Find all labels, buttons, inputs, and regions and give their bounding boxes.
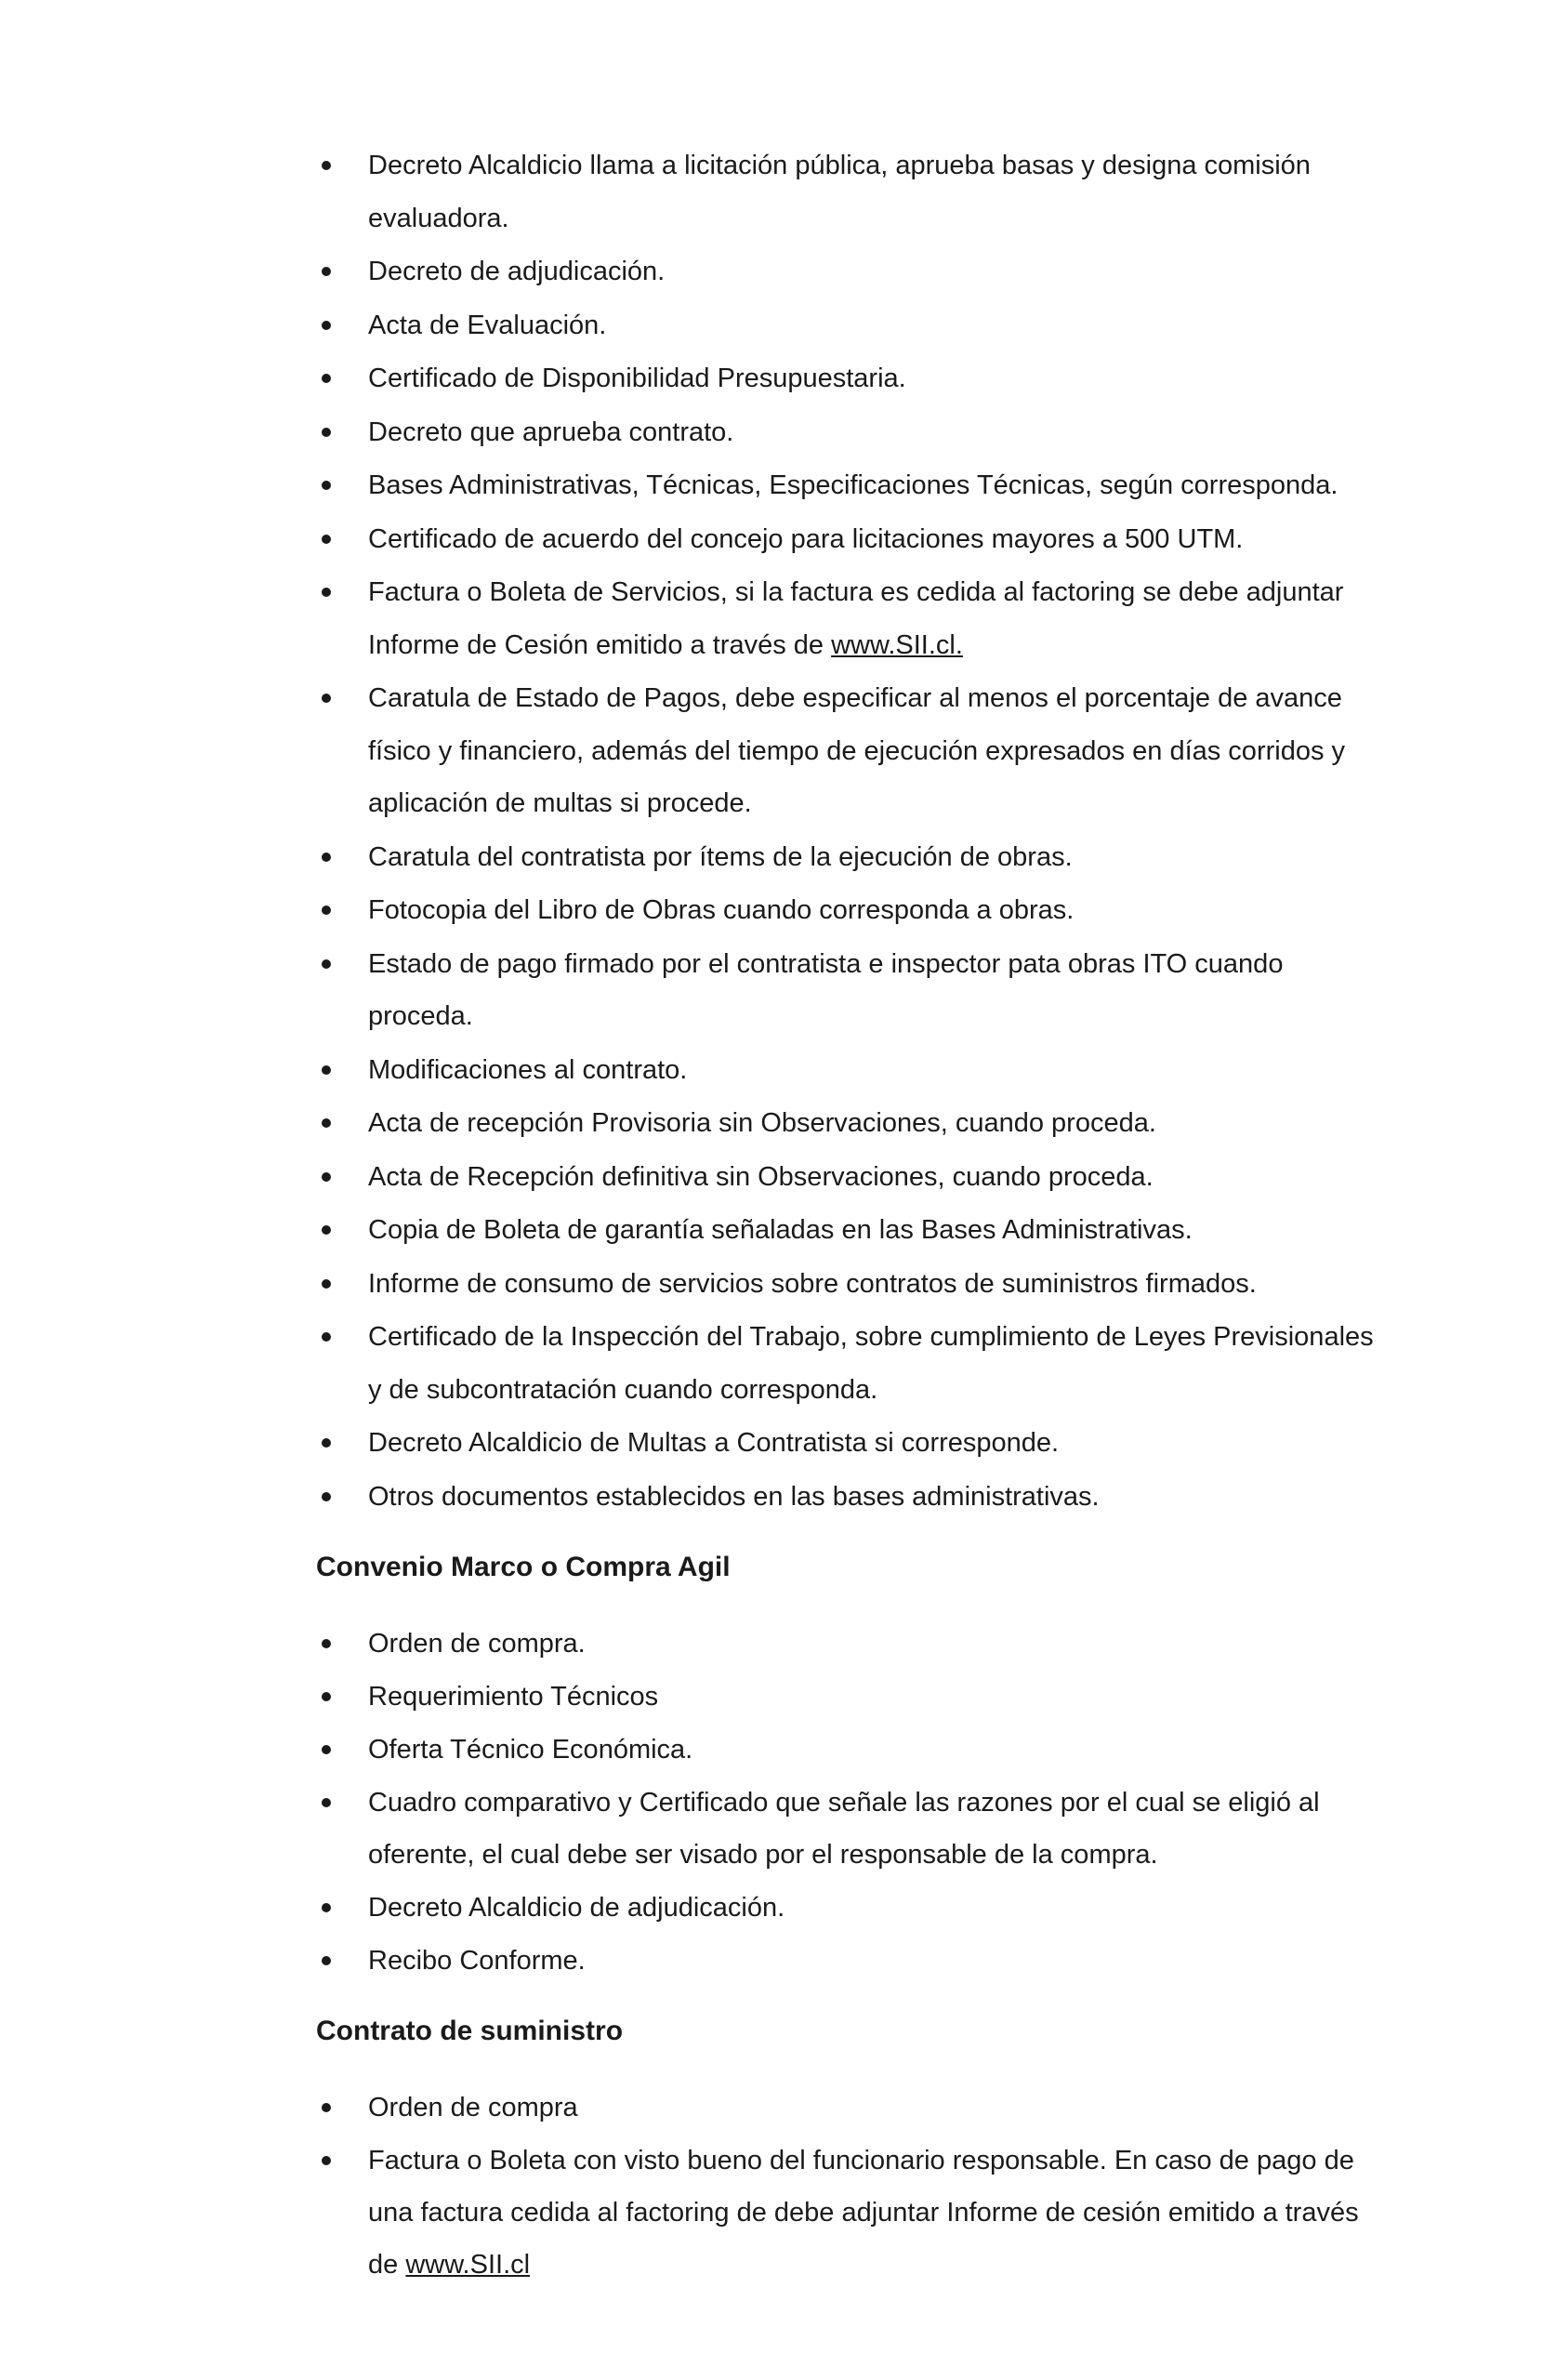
sii-link[interactable]: www.SII.cl: [405, 2250, 531, 2280]
bullet-icon: [322, 161, 331, 170]
list-item-text: Factura o Boleta con visto bueno del funcionario responsable. En caso de pago de una factura cedida al factoring de debe adjuntar Informe de cesión emitido a través de: [368, 2146, 1359, 2280]
list-item: [316, 2082, 1385, 2134]
sii-link[interactable]: www.SII.cl.: [831, 629, 963, 660]
list-item-text: Copia de Boleta de garantía señaladas en las Bases Administrativas.: [368, 1215, 1193, 1245]
list-item-text: Fotocopia del Libro de Obras cuando corresponda a obras.: [368, 895, 1075, 925]
list-item: [316, 1258, 1385, 1311]
section-title-convenio-marco: Convenio Marco o Compra Agil: [316, 1552, 731, 1582]
bullet-icon: [322, 1492, 331, 1501]
list-item-text: Orden de compra.: [368, 1629, 586, 1659]
bullet-icon: [322, 1745, 331, 1754]
list-item-text: Acta de Recepción definitiva sin Observaciones, cuando proceda.: [368, 1161, 1154, 1192]
list-item: [316, 672, 1385, 830]
list-item: [316, 1151, 1385, 1204]
bullet-icon: [322, 535, 331, 544]
document-content: [316, 139, 1385, 2292]
list-item-text: Factura o Boleta de Servicios, si la factura es cedida al factoring se debe adjuntar Informe de Cesión emitido a través de: [368, 577, 1344, 660]
list-item-text: Informe de consumo de servicios sobre contratos de suministros firmados.: [368, 1268, 1257, 1299]
list-item: [316, 513, 1385, 566]
list-item-text: Caratula del contratista por ítems de la ejecución de obras.: [368, 841, 1073, 872]
list-item: [316, 1417, 1385, 1470]
bullet-icon: [322, 481, 331, 490]
list-item: [316, 831, 1385, 884]
list-item-text: Estado de pago firmado por el contratista e inspector pata obras ITO cuando proceda.: [368, 948, 1284, 1031]
list-item: [316, 1044, 1385, 1097]
list-item-text: Decreto que aprueba contrato.: [368, 416, 734, 447]
bullet-icon: [322, 374, 331, 383]
bullet-icon: [322, 267, 331, 276]
list-item: [316, 1618, 1385, 1670]
bullet-icon: [322, 1065, 331, 1075]
list-item-text: Caratula de Estado de Pagos, debe especificar al menos el porcentaje de avance físico y financiero, además del tiempo de ejecución expresados en días corridos y aplicación de multas si procede.: [368, 683, 1346, 818]
list-item-text: Recibo Conforme.: [368, 1946, 586, 1976]
list-item-text: Otros documentos establecidos en las bases administrativas.: [368, 1481, 1100, 1512]
list-item: [316, 1097, 1385, 1150]
list-item-text: Certificado de acuerdo del concejo para licitaciones mayores a 500 UTM.: [368, 523, 1244, 554]
list-item-text: Requerimiento Técnicos: [368, 1682, 659, 1712]
bullet-icon: [322, 2156, 331, 2165]
list-item: [316, 1882, 1385, 1934]
list-item: [316, 406, 1385, 459]
list-item-text: Acta de Evaluación.: [368, 310, 607, 340]
bullet-icon: [322, 588, 331, 597]
bullet-icon: [322, 1172, 331, 1182]
list-item: [316, 1777, 1385, 1881]
list-item-text: Bases Administrativas, Técnicas, Especificaciones Técnicas, según corresponda.: [368, 470, 1338, 500]
list-item: [316, 1204, 1385, 1257]
list-item: [316, 245, 1385, 298]
list-item-text: Certificado de la Inspección del Trabajo, sobre cumplimiento de Leyes Previsionales y de subcontratación cuando corresponda.: [368, 1322, 1374, 1405]
list-item-text: Acta de recepción Provisoria sin Observaciones, cuando proceda.: [368, 1108, 1156, 1138]
list-item: [316, 566, 1385, 671]
bullet-icon: [322, 694, 331, 703]
bullet-icon: [322, 853, 331, 862]
bullet-icon: [322, 1903, 331, 1912]
list-item-text: Orden de compra: [368, 2093, 578, 2122]
list-item: [316, 352, 1385, 405]
bullet-icon: [322, 906, 331, 915]
bullet-icon: [322, 321, 331, 330]
list-item: [316, 1471, 1385, 1524]
list-item: [316, 459, 1385, 512]
bullet-icon: [322, 1118, 331, 1128]
bullet-icon: [322, 1692, 331, 1701]
list-item: [316, 1935, 1385, 1987]
convenio-marco-list: [316, 1618, 1385, 1987]
list-item: [316, 1724, 1385, 1776]
list-item: [316, 1671, 1385, 1723]
list-item: [316, 2135, 1385, 2291]
bullet-icon: [322, 1438, 331, 1448]
list-item-text: Decreto Alcaldicio de adjudicación.: [368, 1893, 785, 1923]
bullet-icon: [322, 959, 331, 969]
list-item-text: Cuadro comparativo y Certificado que señale las razones por el cual se eligió al oferente, el cual debe ser visado por el responsable de la compra.: [368, 1788, 1320, 1870]
bullet-icon: [322, 428, 331, 437]
required-documents-list: [316, 139, 1385, 1523]
list-item: [316, 1311, 1385, 1416]
list-item-text: Decreto de adjudicación.: [368, 257, 666, 286]
list-item: [316, 139, 1385, 245]
section-title-contrato-suministro: Contrato de suministro: [316, 2016, 624, 2046]
list-item-text: Oferta Técnico Económica.: [368, 1735, 693, 1765]
bullet-icon: [322, 1225, 331, 1235]
list-item: [316, 884, 1385, 937]
list-item-text: Modificaciones al contrato.: [368, 1054, 688, 1085]
bullet-icon: [322, 1798, 331, 1807]
list-item: [316, 299, 1385, 352]
bullet-icon: [322, 1956, 331, 1965]
list-item: [316, 938, 1385, 1043]
bullet-icon: [322, 1279, 331, 1289]
contrato-suministro-list: [316, 2082, 1385, 2291]
list-item-text: Certificado de Disponibilidad Presupuestaria.: [368, 364, 906, 393]
list-item-text: Decreto Alcaldicio llama a licitación pública, aprueba basas y designa comisión evaluadora.: [368, 151, 1311, 233]
bullet-icon: [322, 1332, 331, 1342]
bullet-icon: [322, 1639, 331, 1648]
list-item-text: Decreto Alcaldicio de Multas a Contratista si corresponde.: [368, 1428, 1060, 1458]
bullet-icon: [322, 2103, 331, 2112]
